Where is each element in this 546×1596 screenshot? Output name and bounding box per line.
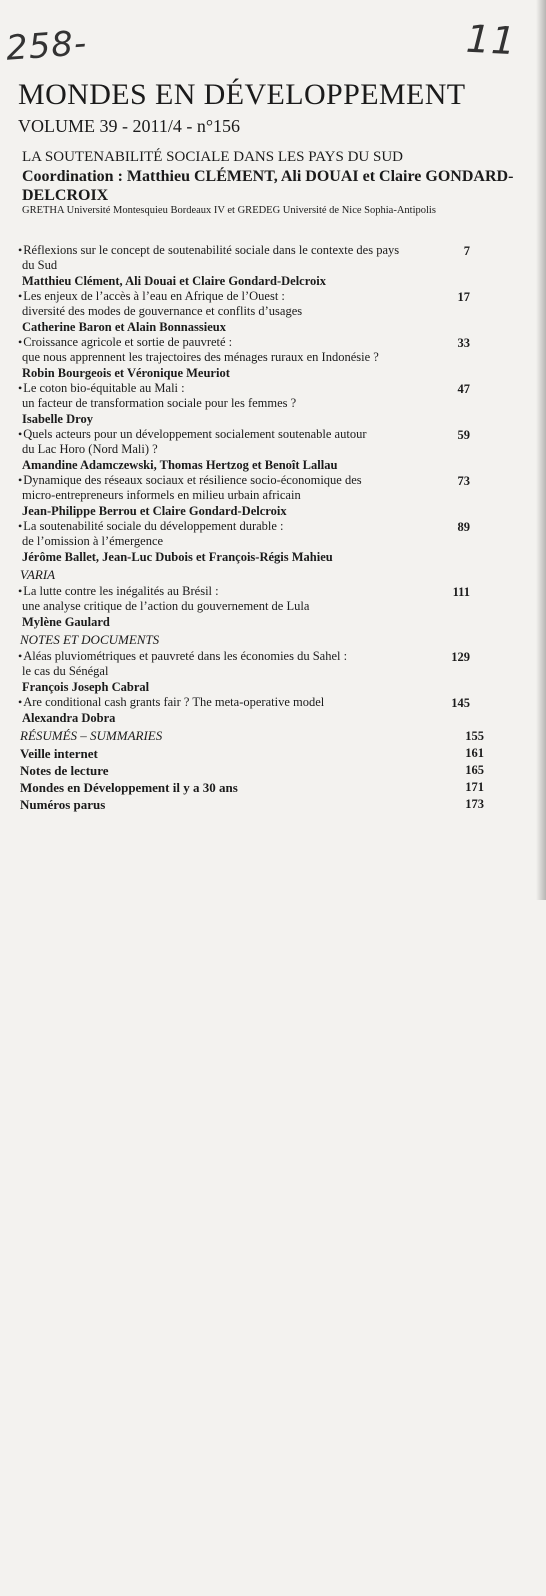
back-matter-label: Notes de lecture: [20, 763, 109, 778]
toc-entry[interactable]: [0, 584, 492, 630]
issue-theme: LA SOUTENABILITÉ SOCIALE DANS LES PAYS DU SUD: [22, 149, 404, 165]
entry-authors: Catherine Baron et Alain Bonnassieux: [22, 320, 226, 334]
entry-authors: Jean-Philippe Berrou et Claire Gondard-Delcroix: [22, 504, 287, 518]
entry-page-number: 59: [457, 428, 470, 442]
handwritten-note-right: 11: [464, 16, 518, 64]
section-heading-notes: NOTES ET DOCUMENTS: [20, 632, 160, 647]
toc-entry[interactable]: [0, 649, 492, 695]
bullet-icon: •: [18, 649, 23, 663]
entry-authors: Jérôme Ballet, Jean-Luc Dubois et François-Régis Mahieu: [22, 550, 333, 564]
back-matter-item[interactable]: [0, 762, 546, 779]
entry-title-line: une analyse critique de l’action du gouvernement de Lula: [22, 599, 310, 613]
volume-line: VOLUME 39 - 2011/4 - n°156: [18, 116, 241, 136]
toc-entry[interactable]: [0, 243, 492, 289]
back-matter-label: Numéros parus: [20, 797, 106, 812]
entry-authors: Alexandra Dobra: [22, 711, 116, 725]
bullet-icon: •: [18, 427, 23, 441]
back-matter-page-number: 171: [465, 780, 484, 794]
toc-entry[interactable]: [0, 473, 492, 519]
entry-authors: Mylène Gaulard: [22, 615, 110, 629]
bullet-icon: •: [18, 584, 23, 598]
coordination-line: Coordination : Matthieu CLÉMENT, Ali DOUAI et Claire GONDARD-DELCROIX: [22, 168, 514, 204]
entry-page-number: 33: [457, 336, 470, 350]
entry-title-line: diversité des modes de gouvernance et conflits d’usages: [22, 304, 303, 318]
back-matter-page-number: 173: [465, 797, 484, 811]
entry-title-line: du Lac Horo (Nord Mali) ?: [22, 442, 158, 456]
entry-title-line: •La lutte contre les inégalités au Brésil :: [18, 584, 219, 598]
bullet-icon: •: [18, 335, 23, 349]
section-heading-varia: VARIA: [20, 567, 56, 582]
entry-title-line: •Are conditional cash grants fair ? The meta-operative model: [18, 695, 325, 709]
entry-title-line: le cas du Sénégal: [22, 664, 109, 678]
entry-authors: François Joseph Cabral: [22, 680, 150, 694]
section-heading-summaries[interactable]: [0, 727, 546, 745]
entry-page-number: 129: [451, 650, 470, 664]
entry-title-line: •Quels acteurs pour un développement socialement soutenable autour: [18, 427, 367, 441]
back-matter-item[interactable]: [0, 796, 546, 813]
summaries-page-number: 155: [465, 729, 484, 743]
entry-authors: Amandine Adamczewski, Thomas Hertzog et Benoît Lallau: [22, 458, 338, 472]
bullet-icon: •: [18, 381, 23, 395]
entry-title-line: micro-entrepreneurs informels en milieu urbain africain: [22, 488, 301, 502]
back-matter-page-number: 161: [465, 746, 484, 760]
entry-page-number: 7: [463, 244, 470, 258]
bullet-icon: •: [18, 519, 23, 533]
entry-authors: Isabelle Droy: [22, 412, 93, 426]
entry-page-number: 89: [457, 520, 470, 534]
entry-title-line: •Les enjeux de l’accès à l’eau en Afrique de l’Ouest :: [18, 289, 285, 303]
entry-title-line: •Le coton bio-équitable au Mali :: [18, 381, 185, 395]
toc-entry[interactable]: [0, 289, 492, 335]
back-matter-label: Mondes en Développement il y a 30 ans: [20, 780, 238, 795]
entry-title-line: de l’omission à l’émergence: [22, 534, 164, 548]
entry-title-line: •Croissance agricole et sortie de pauvreté :: [18, 335, 233, 349]
entry-authors: Matthieu Clément, Ali Douai et Claire Gondard-Delcroix: [22, 274, 327, 288]
entry-title-line: •La soutenabilité sociale du développement durable :: [18, 519, 284, 533]
toc-entry[interactable]: [0, 381, 492, 427]
toc-entry[interactable]: [0, 427, 492, 473]
toc-entry[interactable]: [0, 335, 492, 381]
entry-authors: Robin Bourgeois et Véronique Meuriot: [22, 366, 230, 380]
back-matter-item[interactable]: [0, 745, 546, 762]
summaries-label: RÉSUMÉS – SUMMARIES: [20, 728, 163, 743]
entry-page-number: 73: [457, 474, 470, 488]
bullet-icon: •: [18, 243, 23, 257]
toc-entry[interactable]: [0, 695, 492, 726]
back-matter-item[interactable]: [0, 779, 546, 796]
entry-title-line: •Réflexions sur le concept de soutenabilité sociale dans le contexte des pays: [18, 243, 400, 257]
entry-page-number: 47: [457, 382, 470, 396]
affiliation-line: GRETHA Université Montesquieu Bordeaux IV et GREDEG Université de Nice Sophia-Antipolis: [22, 205, 436, 216]
table-of-contents: [0, 243, 546, 813]
journal-title: MONDES EN DÉVELOPPEMENT: [18, 78, 466, 111]
bullet-icon: •: [18, 695, 23, 709]
entry-page-number: 111: [452, 585, 470, 599]
back-matter-page-number: 165: [465, 763, 484, 777]
entry-title-line: du Sud: [22, 258, 58, 272]
entry-title-line: que nous apprennent les trajectoires des ménages ruraux en Indonésie ?: [22, 350, 379, 364]
bullet-icon: •: [18, 289, 23, 303]
entry-title-line: •Aléas pluviométriques et pauvreté dans les économies du Sahel :: [18, 649, 348, 663]
bullet-icon: •: [18, 473, 23, 487]
entry-page-number: 17: [457, 290, 470, 304]
entry-title-line: •Dynamique des réseaux sociaux et résilience socio-économique des: [18, 473, 362, 487]
toc-entry[interactable]: [0, 519, 492, 565]
handwritten-note-left: 258-: [4, 23, 89, 69]
entry-page-number: 145: [451, 696, 470, 710]
back-matter-label: Veille internet: [20, 746, 98, 761]
entry-title-line: un facteur de transformation sociale pour les femmes ?: [22, 396, 297, 410]
